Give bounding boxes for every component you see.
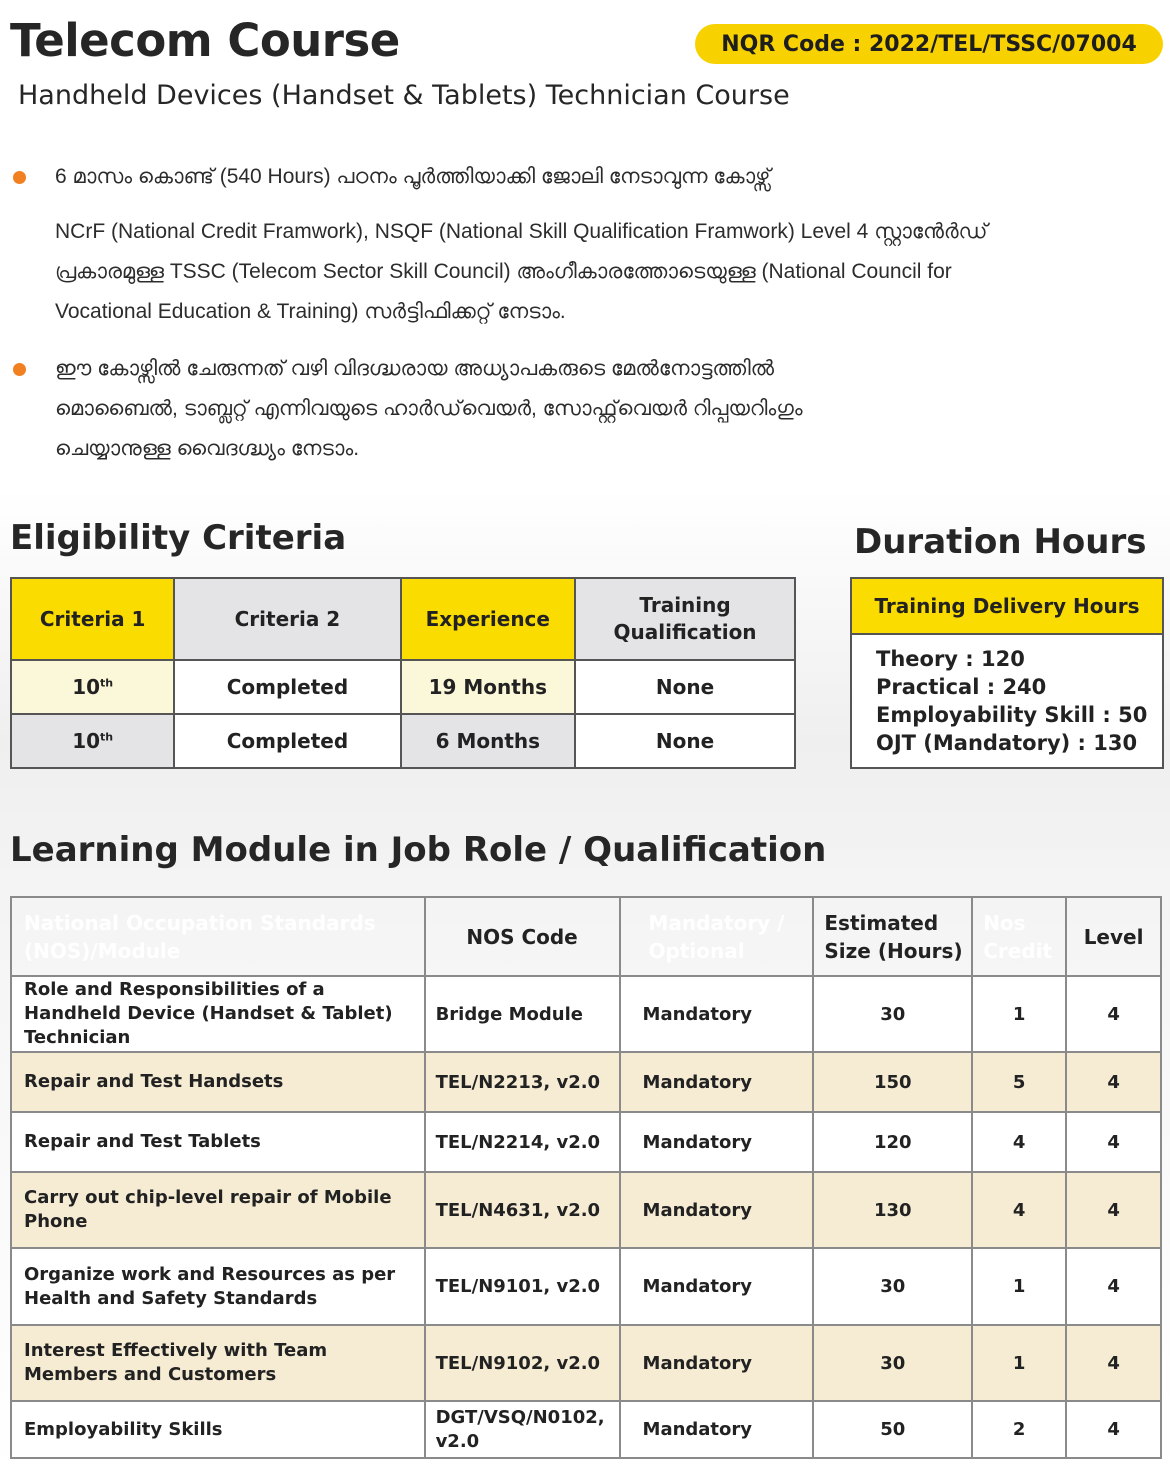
eligibility-cell: 10th: [11, 714, 174, 768]
eligibility-cell: 6 Months: [401, 714, 576, 768]
intro-paragraph-line: പ്രകാരമുള്ള TSSC (Telecom Sector Skill Council) അംഗീകാരത്തോടെയുള്ള (National Council for: [55, 260, 952, 283]
duration-item: Theory : 120: [876, 647, 1025, 671]
module-credit: 2: [972, 1401, 1066, 1458]
intro-bullet-2-line: ചെയ്യാനുള്ള വൈദഗ്ദ്ധ്യം നേടാം.: [55, 437, 360, 460]
module-row: [11, 1112, 1161, 1172]
intro-bullet-2: [55, 349, 1155, 469]
module-hours: 30: [813, 976, 972, 1052]
duration-title: Duration Hours: [854, 522, 1147, 562]
eligibility-table: [10, 577, 796, 769]
module-code: DGT/VSQ/N0102, v2.0: [425, 1401, 620, 1458]
module-credit: 5: [972, 1052, 1066, 1112]
modules-header-size: Estimated Size (Hours): [813, 897, 972, 976]
module-name: Role and Responsibilities of a Handheld Device (Handset & Tablet) Technician: [11, 976, 425, 1052]
module-row: [11, 1325, 1161, 1401]
intro-bullet-2-line: മൊബൈൽ, ടാബ്ലറ്റ് എന്നിവയുടെ ഹാർഡ്‌വെയർ, സോഫ്റ്റ്‌വെയർ റിപ്പയറിംഗും: [55, 397, 803, 420]
module-row: [11, 1248, 1161, 1325]
modules-header-level: Level: [1066, 897, 1161, 976]
module-code: TEL/N4631, v2.0: [425, 1172, 620, 1248]
module-code: TEL/N2213, v2.0: [425, 1052, 620, 1112]
module-code: TEL/N9101, v2.0: [425, 1248, 620, 1325]
module-name: Employability Skills: [11, 1401, 425, 1458]
module-credit: 4: [972, 1172, 1066, 1248]
module-credit: 1: [972, 976, 1066, 1052]
module-mandatory: Mandatory: [620, 1172, 814, 1248]
module-row: [11, 1172, 1161, 1248]
module-level: 4: [1066, 1401, 1161, 1458]
module-hours: 30: [813, 1248, 972, 1325]
module-mandatory: Mandatory: [620, 1052, 814, 1112]
modules-title: Learning Module in Job Role / Qualification: [10, 830, 827, 870]
page-title: Telecom Course: [10, 14, 400, 67]
eligibility-header-cell: Training Qualification: [575, 578, 795, 660]
eligibility-cell: None: [575, 714, 795, 768]
duration-item: Employability Skill : 50: [876, 703, 1148, 727]
module-mandatory: Mandatory: [620, 1401, 814, 1458]
module-row: [11, 976, 1161, 1052]
eligibility-cell: None: [575, 660, 795, 714]
eligibility-header-cell: Criteria 1: [11, 578, 174, 660]
module-hours: 30: [813, 1325, 972, 1401]
eligibility-header-row: [11, 578, 795, 660]
module-hours: 130: [813, 1172, 972, 1248]
module-level: 4: [1066, 1172, 1161, 1248]
eligibility-cell: 10th: [11, 660, 174, 714]
module-hours: 50: [813, 1401, 972, 1458]
modules-header-code: NOS Code: [425, 897, 620, 976]
module-name: Organize work and Resources as per Health and Safety Standards: [11, 1248, 425, 1325]
duration-box-header: Training Delivery Hours: [852, 579, 1162, 635]
duration-list: [852, 635, 1162, 757]
module-code: Bridge Module: [425, 976, 620, 1052]
eligibility-cell: Completed: [174, 714, 400, 768]
module-mandatory: Mandatory: [620, 1248, 814, 1325]
module-level: 4: [1066, 976, 1161, 1052]
module-hours: 120: [813, 1112, 972, 1172]
eligibility-cell: Completed: [174, 660, 400, 714]
intro-paragraph: [55, 212, 1155, 332]
nqr-code-badge: NQR Code : 2022/TEL/TSSC/07004: [695, 24, 1163, 64]
module-row: [11, 1401, 1161, 1458]
module-code: TEL/N2214, v2.0: [425, 1112, 620, 1172]
module-level: 4: [1066, 1325, 1161, 1401]
duration-box: [850, 577, 1164, 769]
module-row: [11, 1052, 1161, 1112]
eligibility-header-cell: Criteria 2: [174, 578, 400, 660]
module-credit: 1: [972, 1325, 1066, 1401]
intro-bullet-1: 6 മാസം കൊണ്ട് (540 Hours) പഠനം പൂർത്തിയാക്കി ജോലി നേടാവുന്ന കോഴ്സ്: [55, 165, 771, 188]
module-credit: 4: [972, 1112, 1066, 1172]
module-mandatory: Mandatory: [620, 976, 814, 1052]
modules-header-mandatory: Mandatory / Optional: [620, 897, 814, 976]
eligibility-title: Eligibility Criteria: [10, 518, 347, 558]
module-level: 4: [1066, 1052, 1161, 1112]
module-name: Repair and Test Tablets: [11, 1112, 425, 1172]
module-level: 4: [1066, 1112, 1161, 1172]
modules-table: [10, 896, 1162, 1459]
module-mandatory: Mandatory: [620, 1112, 814, 1172]
eligibility-row: [11, 660, 795, 714]
bullet-dot-icon: [13, 363, 26, 376]
duration-item: OJT (Mandatory) : 130: [876, 731, 1138, 755]
module-mandatory: Mandatory: [620, 1325, 814, 1401]
modules-header-nos: National Occupation Standards (NOS)/Module: [11, 897, 425, 976]
eligibility-cell: 19 Months: [401, 660, 576, 714]
bullet-dot-icon: [13, 171, 26, 184]
module-credit: 1: [972, 1248, 1066, 1325]
modules-header-row: [11, 897, 1161, 976]
intro-bullet-2-line: ഈ കോഴ്സിൽ ചേരുന്നത് വഴി വിദഗ്ദ്ധരായ അധ്യാപകരുടെ മേൽനോട്ടത്തിൽ: [55, 357, 775, 380]
module-hours: 150: [813, 1052, 972, 1112]
eligibility-header-cell: Experience: [401, 578, 576, 660]
duration-item: Practical : 240: [876, 675, 1047, 699]
course-subtitle: Handheld Devices (Handset & Tablets) Technician Course: [18, 80, 790, 111]
eligibility-row: [11, 714, 795, 768]
module-code: TEL/N9102, v2.0: [425, 1325, 620, 1401]
module-level: 4: [1066, 1248, 1161, 1325]
modules-header-credit: Nos Credit: [972, 897, 1066, 976]
intro-paragraph-line: NCrF (National Credit Framwork), NSQF (National Skill Qualification Framwork) Level 4 സ്റ്റാൻേർഡ്: [55, 220, 988, 243]
module-name: Repair and Test Handsets: [11, 1052, 425, 1112]
module-name: Carry out chip-level repair of Mobile Phone: [11, 1172, 425, 1248]
intro-paragraph-line: Vocational Education & Training) സർട്ടിഫിക്കറ്റ് നേടാം.: [55, 300, 566, 323]
module-name: Interest Effectively with Team Members and Customers: [11, 1325, 425, 1401]
